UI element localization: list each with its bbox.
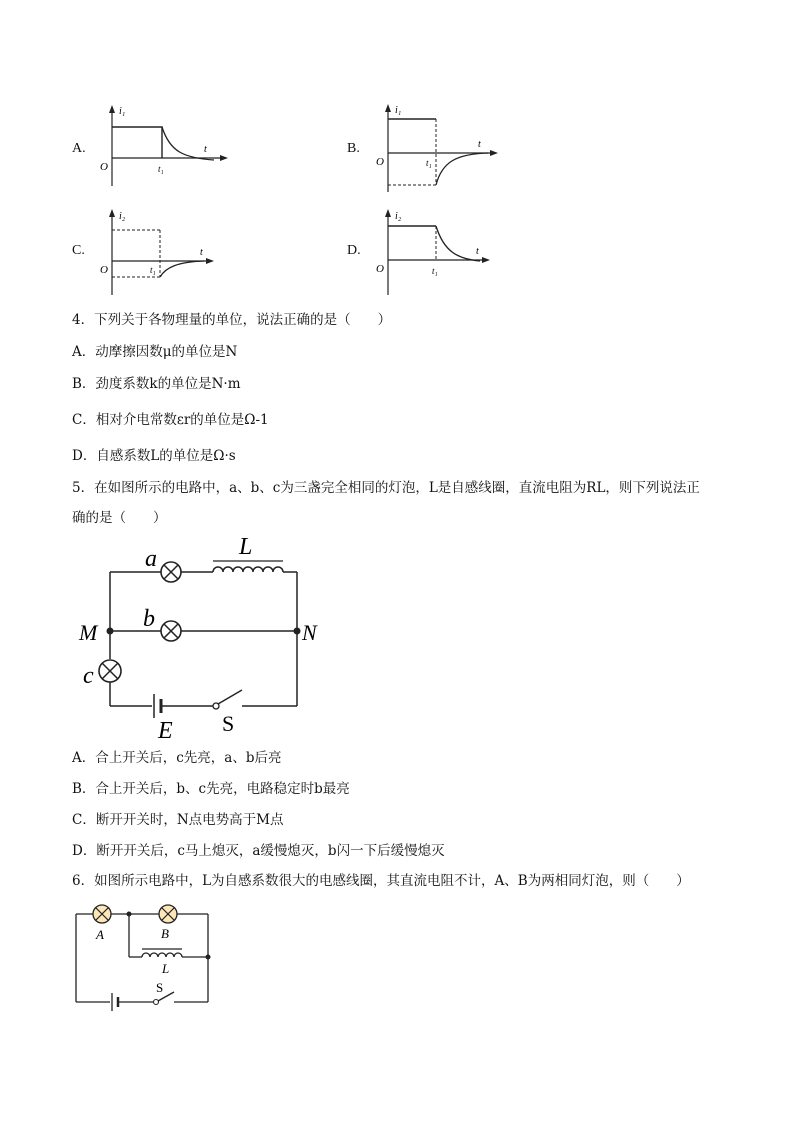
q4-option-b: B．劲度系数k的单位是N·m — [72, 376, 241, 392]
q4-stem: 4．下列关于各物理量的单位，说法正确的是（ ） — [72, 312, 392, 328]
label-l: L — [239, 534, 253, 560]
graph-a-tick: t₁ — [158, 164, 164, 174]
graph-c-label: C. — [72, 243, 85, 258]
q4-option-c: C．相对介电常数εr的单位是Ω-1 — [72, 412, 269, 428]
q4-option-a: A．动摩擦因数μ的单位是N — [72, 344, 238, 360]
label-s: S — [222, 711, 235, 736]
label-b: B — [161, 926, 169, 941]
graph-d-origin: O — [376, 263, 384, 275]
label-c: c — [83, 663, 94, 689]
q6-circuit-diagram — [70, 900, 220, 1015]
graph-b-tick: t₁ — [426, 158, 432, 168]
graph-b-xlabel: t — [478, 139, 481, 150]
inductor-coil-icon — [142, 953, 182, 957]
label-n: N — [302, 620, 317, 645]
label-s: S — [156, 980, 164, 995]
graph-a-xlabel: t — [204, 144, 207, 155]
node-n — [294, 628, 301, 635]
graph-c-origin: O — [100, 264, 108, 276]
graph-c — [92, 205, 222, 300]
label-a: a — [145, 546, 157, 572]
label-l: L — [162, 961, 170, 976]
graph-a-label: A. — [72, 141, 86, 156]
graph-d-ylabel: i₂ — [395, 211, 402, 222]
label-b: b — [143, 606, 155, 632]
graph-c-tick: t₁ — [150, 265, 156, 275]
graph-a-origin: O — [100, 161, 108, 173]
graph-c-xlabel: t — [200, 247, 203, 258]
switch-icon — [154, 1000, 159, 1005]
graph-b-label: B. — [347, 141, 360, 156]
graph-d-xlabel: t — [476, 246, 479, 257]
q6-stem: 6．如图所示电路中，L为自感系数很大的电感线圈，其直流电阻不计，A、B为两相同灯泡，则（ ） — [72, 873, 690, 889]
q5-circuit-diagram — [70, 528, 340, 743]
q5-option-d: D．断开开关后，c马上熄灭，a缓慢熄灭，b闪一下后缓慢熄灭 — [72, 843, 445, 859]
label-m: M — [79, 620, 98, 645]
q5-stem-line1: 5．在如图所示的电路中，a、b、c为三盏完全相同的灯泡，L是自感线圈，直流电阻为RL，则下列说法正 — [72, 480, 700, 496]
graph-b-ylabel: i₁ — [395, 105, 402, 116]
graph-b — [368, 100, 508, 195]
q4-option-d: D．自感系数L的单位是Ω·s — [72, 448, 236, 464]
q5-option-c: C．断开开关时，N点电势高于M点 — [72, 812, 284, 828]
graph-a-ylabel: i₁ — [119, 106, 126, 117]
graph-a — [92, 100, 232, 192]
graph-c-ylabel: i₂ — [119, 211, 126, 222]
q5-option-a: A．合上开关后，c先亮，a、b后亮 — [72, 750, 282, 766]
label-a: A — [96, 927, 104, 942]
graph-d — [368, 205, 498, 300]
node-m — [107, 628, 114, 635]
label-e: E — [158, 718, 173, 743]
graph-d-label: D. — [347, 243, 361, 258]
q5-option-b: B．合上开关后，b、c先亮，电路稳定时b最亮 — [72, 781, 350, 797]
q5-stem-line2: 确的是（ ） — [72, 510, 167, 526]
graph-b-origin: O — [376, 156, 384, 168]
inductor-coil-icon — [213, 567, 283, 572]
graph-d-tick: t₁ — [432, 266, 438, 276]
